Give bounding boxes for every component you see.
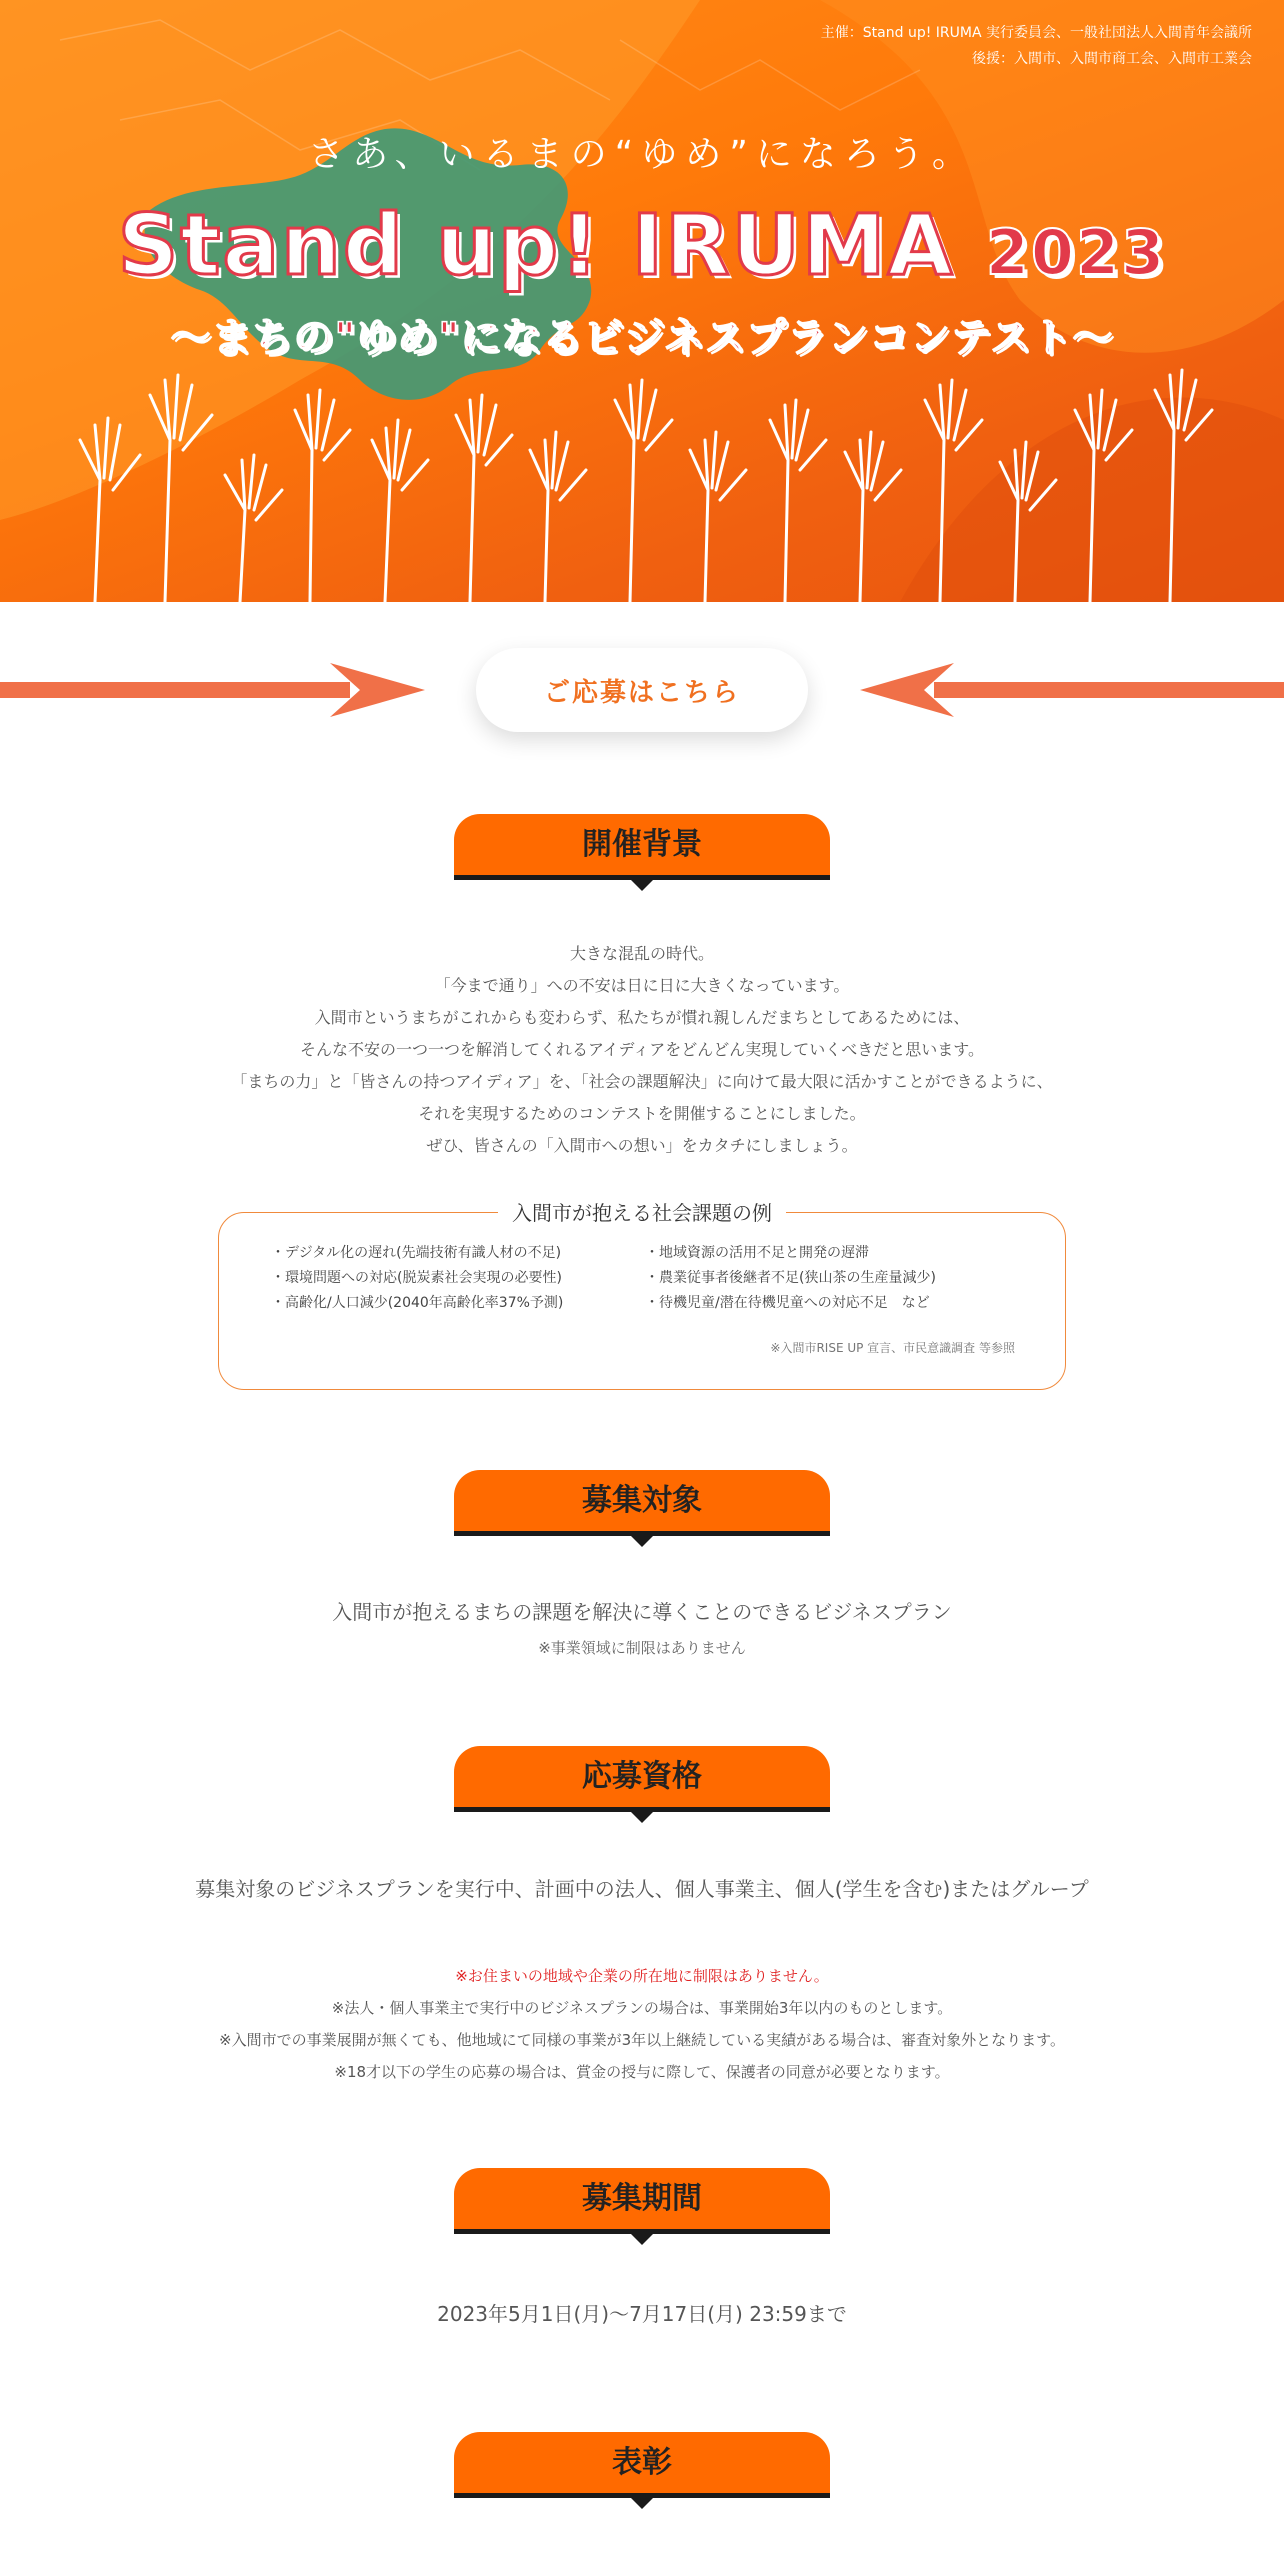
section-heading-target: 募集対象 — [454, 1470, 830, 1536]
hero-tagline: さあ、いるまの“ゆめ”になろう。 — [308, 134, 976, 175]
section-heading-background: 開催背景 — [454, 814, 830, 880]
issue-item: ・待機児童/潜在待機児童への対応不足 など — [645, 1295, 930, 1311]
background-line: 大きな混乱の時代。 — [569, 944, 714, 963]
background-text — [0, 938, 1284, 1162]
issues-title: 入間市が抱える社会課題の例 — [498, 1201, 786, 1225]
hero-subtitle: 〜まちの"ゆめ"になるビジネスプランコンテスト〜 — [170, 315, 1114, 361]
hero-background-graphic — [0, 0, 1284, 602]
eligibility-note-red: ※お住まいの地域や企業の所在地に制限はありません。 — [455, 1967, 829, 1985]
issues-left-list — [271, 1241, 563, 1316]
organizer-text: 主催：Stand up! IRUMA 実行委員会、一般社団法人入間青年会議所 — [820, 25, 1252, 41]
background-line: ぜひ、皆さんの「入間市への想い」をカタチにしましょう。 — [426, 1136, 858, 1155]
organizer-info — [821, 20, 1252, 72]
issue-item: ・地域資源の活用不足と開発の遅滞 — [645, 1245, 869, 1261]
issues-right-list — [645, 1241, 936, 1316]
hero-year: 2023 — [985, 216, 1167, 289]
issue-item: ・高齢化/人口減少(2040年高齢化率37%予測) — [271, 1295, 564, 1311]
section-heading-eligibility: 応募資格 — [454, 1746, 830, 1812]
apply-button[interactable]: ご応募はこちら — [476, 648, 808, 732]
background-line: それを実現するためのコンテストを開催することにしました。 — [418, 1104, 866, 1123]
eligibility-note: ※法人・個人事業主で実行中のビジネスプランの場合は、事業開始3年以内のものとします。 — [331, 1999, 953, 2017]
eligibility-description: 募集対象のビジネスプランを実行中、計画中の法人、個人事業主、個人(学生を含む)またはグループ — [195, 1877, 1089, 1901]
target-note: ※事業領域に制限はありません — [538, 1639, 746, 1657]
background-line: 「今まで通り」への不安は日に日に大きくなっています。 — [434, 976, 850, 995]
section-heading-award: 表彰 — [454, 2432, 830, 2498]
issues-note: ※入間市RISE UP 宣言、市民意識調査 等参照 — [770, 1341, 1015, 1355]
left-arrow-icon — [0, 663, 430, 717]
eligibility-note: ※18才以下の学生の応募の場合は、賞金の授与に際して、保護者の同意が必要となります。 — [334, 2063, 950, 2081]
issue-item: ・環境問題への対応(脱炭素社会実現の必要性) — [271, 1270, 562, 1286]
issue-item: ・農業従事者後継者不足(狭山茶の生産量減少) — [645, 1270, 936, 1286]
social-issues-box — [218, 1201, 1066, 1390]
background-line: そんな不安の一つ一つを解消してくれるアイディアをどんどん実現していくべきだと思います。 — [299, 1040, 984, 1059]
hero-title — [0, 196, 1284, 294]
section-heading-period: 募集期間 — [454, 2168, 830, 2234]
eligibility-notes — [0, 1960, 1284, 2088]
hero-title-text: Stand up! IRUMA — [117, 196, 955, 294]
eligibility-note: ※入間市での事業展開が無くても、他地域にて同様の事業が3年以上継続している実績がある場合は、審査対象外となります。 — [219, 2031, 1065, 2049]
period-value: 2023年5月1日(月)〜7月17日(月) 23:59まで — [437, 2302, 847, 2326]
issue-item: ・デジタル化の遅れ(先端技術有識人材の不足) — [271, 1245, 562, 1261]
background-line: 「まちの力」と「皆さんの持つアイディア」を、「社会の課題解決」に向けて最大限に活かすことができるように、 — [231, 1072, 1053, 1091]
background-line: 入間市というまちがこれからも変わらず、私たちが慣れ親しんだまちとしてあるためには、 — [314, 1008, 970, 1027]
right-arrow-icon — [858, 663, 1284, 717]
supporters-text: 後援：入間市、入間市商工会、入間市工業会 — [972, 51, 1252, 67]
hero-banner — [0, 0, 1284, 602]
target-description: 入間市が抱えるまちの課題を解決に導くことのできるビジネスプラン — [332, 1600, 952, 1624]
